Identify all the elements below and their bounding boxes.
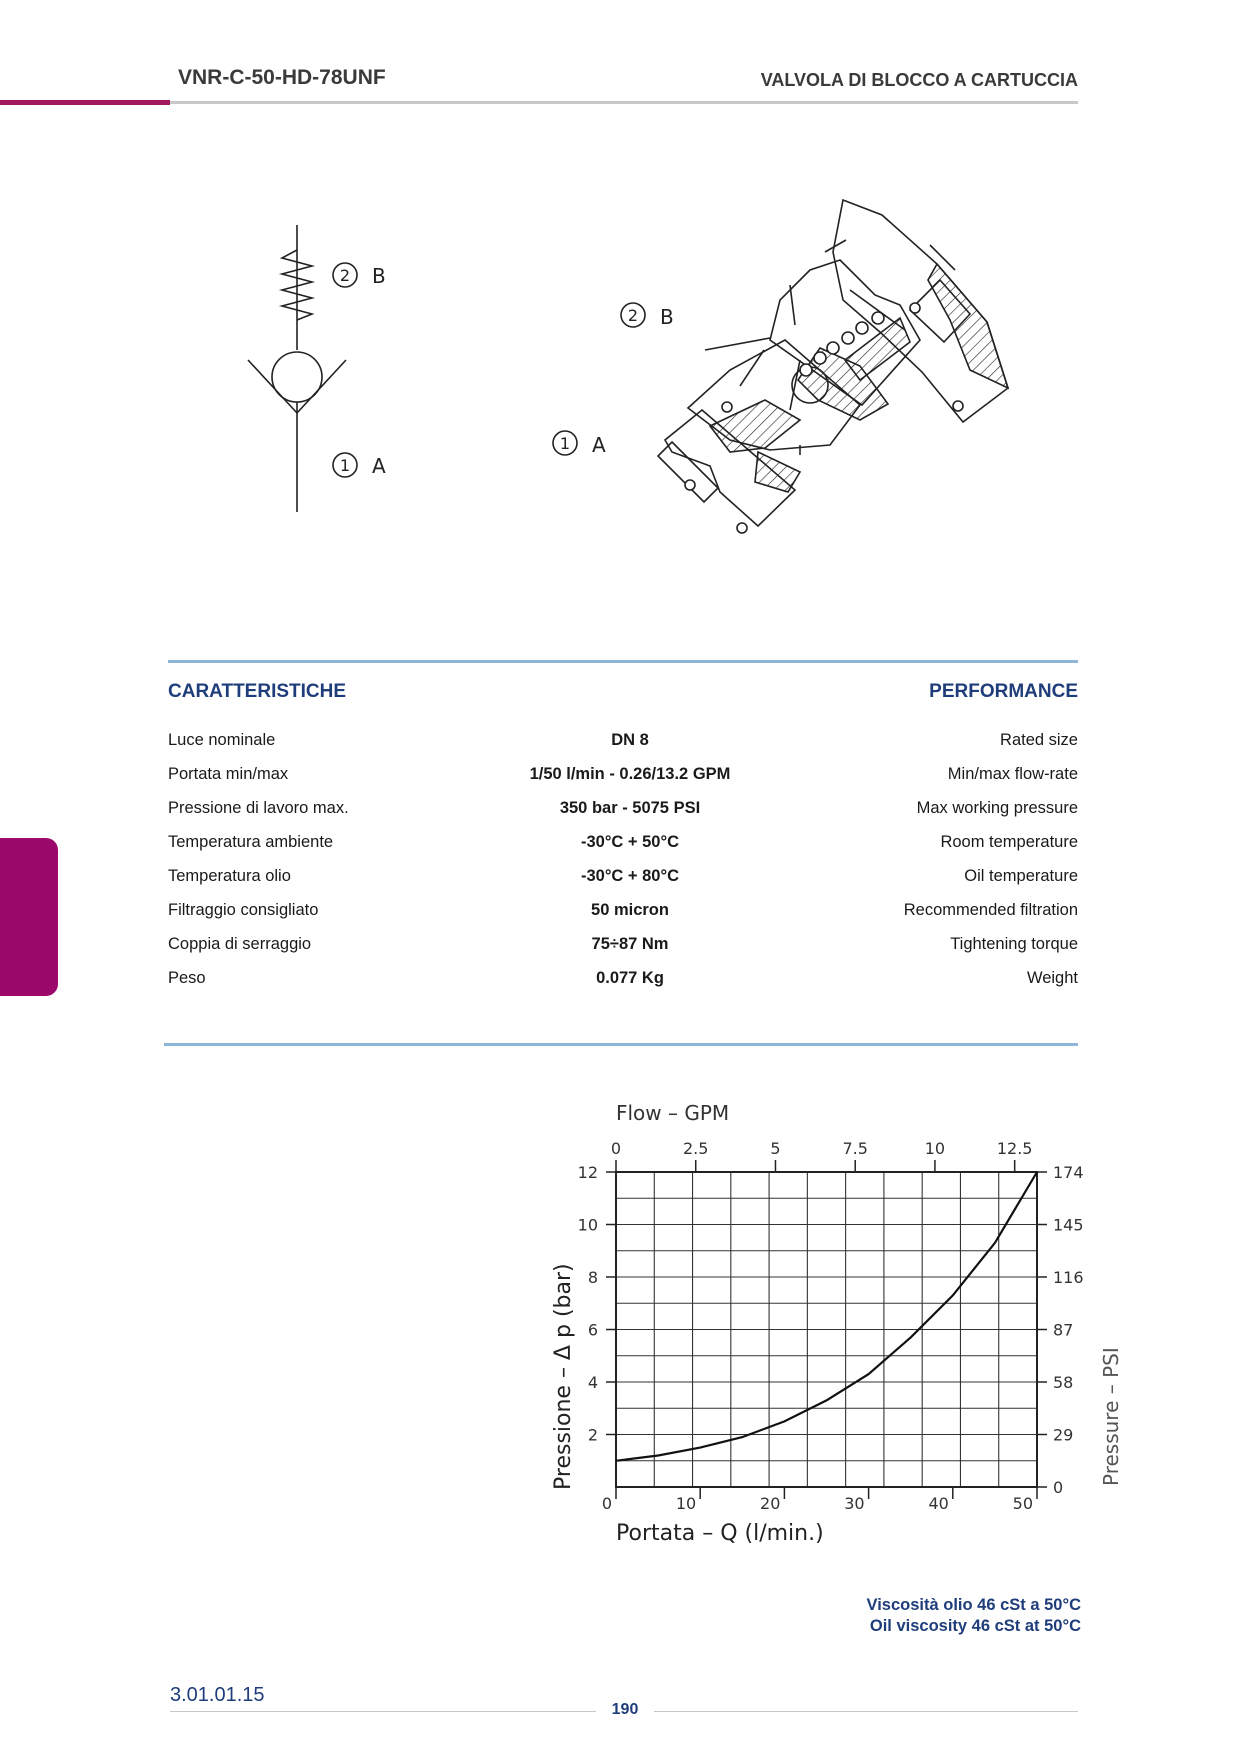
spec-label-it: Temperatura ambiente <box>168 833 334 851</box>
right-tick-label: 145 <box>1053 1215 1084 1235</box>
x-axis-label: Portata – Q (l/min.) <box>616 1521 824 1546</box>
spec-value: 75÷87 Nm <box>591 935 669 953</box>
chart-grid <box>616 1172 1037 1487</box>
y-tick-label: 2 <box>587 1425 598 1445</box>
y-tick-label: 4 <box>587 1373 598 1392</box>
section-number: 3.01.01.15 <box>170 1684 265 1706</box>
spec-value: -30°C + 80°C <box>580 867 680 885</box>
spec-value: 1/50 l/min - 0.26/13.2 GPM <box>529 765 731 783</box>
x-tick-label: 10 <box>675 1494 697 1513</box>
specs-top-rule <box>168 660 1078 663</box>
viscosity-note-en: Oil viscosity 46 cSt at 50°C <box>869 1617 1081 1635</box>
right-tick-label: 29 <box>1053 1425 1074 1445</box>
product-code: VNR-C-50-HD-78UNF <box>178 66 386 89</box>
right-tick-label: 58 <box>1053 1373 1074 1392</box>
symbol-port-b-number: 2 <box>339 266 351 285</box>
spec-label-it: Coppia di serraggio <box>168 935 312 953</box>
x-tick-label: 20 <box>760 1494 781 1513</box>
x-tick-label: 50 <box>1012 1494 1033 1513</box>
spec-label-it: Filtraggio consigliato <box>168 901 319 919</box>
header-rule <box>170 101 1078 104</box>
y-tick-label: 10 <box>577 1215 598 1235</box>
section-side-tab <box>0 838 58 996</box>
spec-label-it: Pressione di lavoro max. <box>168 799 349 817</box>
spec-label-en: Weight <box>1026 969 1078 987</box>
section-port-a-number: 1 <box>559 434 571 453</box>
spec-label-en: Rated size <box>1000 731 1078 749</box>
document-title: VALVOLA DI BLOCCO A CARTUCCIA <box>760 70 1078 90</box>
y-tick-label: 8 <box>587 1268 598 1287</box>
footer-rule-right <box>654 1711 1078 1712</box>
spec-label-en: Min/max flow-rate <box>947 765 1078 783</box>
hydraulic-symbol <box>230 220 420 520</box>
y-tick-label: 6 <box>587 1320 598 1340</box>
spec-row <box>168 799 1078 825</box>
top-tick-label: 2.5 <box>683 1139 709 1158</box>
spec-label-en: Room temperature <box>940 833 1078 851</box>
top-tick-label: 10 <box>924 1139 946 1158</box>
section-label-overflow-anchor <box>610 190 611 191</box>
spec-value: 350 bar - 5075 PSI <box>559 799 701 817</box>
spec-row <box>168 935 1078 961</box>
right-tick-label: 0 <box>1053 1478 1064 1497</box>
specs-header-english: PERFORMANCE <box>929 681 1078 702</box>
spec-row <box>168 969 1078 995</box>
top-tick-label: 12.5 <box>996 1139 1033 1158</box>
x-tick-label: 40 <box>928 1494 949 1513</box>
spec-label-en: Oil temperature <box>964 867 1078 885</box>
section-port-a-letter: A <box>592 433 606 457</box>
page-number: 190 <box>611 1701 639 1718</box>
cartridge-section-drawing <box>559 190 1030 570</box>
y-axis-label: Pressione – Δ p (bar) <box>551 1263 576 1490</box>
section-port-b-number: 2 <box>627 306 639 325</box>
x-tick-label: 0 <box>601 1494 612 1513</box>
spec-row <box>168 833 1078 859</box>
spec-row <box>168 867 1078 893</box>
spec-row <box>168 731 1078 757</box>
right-tick-label: 116 <box>1053 1268 1084 1287</box>
specs-bottom-rule <box>164 1043 1078 1046</box>
top-tick-label: 7.5 <box>842 1139 868 1158</box>
top-tick-label: 0 <box>610 1139 622 1158</box>
section-port-b-letter: B <box>660 305 674 329</box>
spec-label-it: Temperatura olio <box>168 867 291 885</box>
right-axis-label: Pressure – PSI <box>1099 1347 1123 1486</box>
viscosity-note-it: Viscosità olio 46 cSt a 50°C <box>866 1596 1081 1614</box>
spec-label-it: Luce nominale <box>168 731 276 749</box>
footer-rule-left <box>170 1711 596 1712</box>
top-tick-label: 5 <box>770 1139 781 1158</box>
spec-label-it: Peso <box>168 969 206 987</box>
symbol-port-a-letter: A <box>372 454 386 478</box>
symbol-port-a-number: 1 <box>339 456 351 475</box>
symbol-port-b-letter: B <box>372 264 386 288</box>
y-tick-label: 12 <box>577 1163 598 1182</box>
spec-value: DN 8 <box>611 731 649 749</box>
spec-label-en: Recommended filtration <box>903 901 1078 919</box>
top-axis-label: Flow – GPM <box>616 1101 730 1125</box>
spec-row <box>168 901 1078 927</box>
pressure-drop-curve <box>616 1172 1037 1461</box>
spec-value: 0.077 Kg <box>596 969 664 987</box>
spec-value: 50 micron <box>591 901 669 919</box>
right-tick-label: 174 <box>1053 1163 1084 1182</box>
right-tick-label: 87 <box>1053 1320 1074 1340</box>
header-accent-bar <box>0 100 170 105</box>
spec-row <box>168 765 1078 791</box>
spec-label-it: Portata min/max <box>168 765 289 783</box>
x-tick-label: 30 <box>844 1494 865 1513</box>
spec-label-en: Tightening torque <box>950 935 1078 953</box>
spec-label-en: Max working pressure <box>916 799 1078 817</box>
specs-header-italian: CARATTERISTICHE <box>168 681 347 702</box>
pressure-flow-chart <box>540 1090 1140 1560</box>
spec-value: -30°C + 50°C <box>580 833 680 851</box>
